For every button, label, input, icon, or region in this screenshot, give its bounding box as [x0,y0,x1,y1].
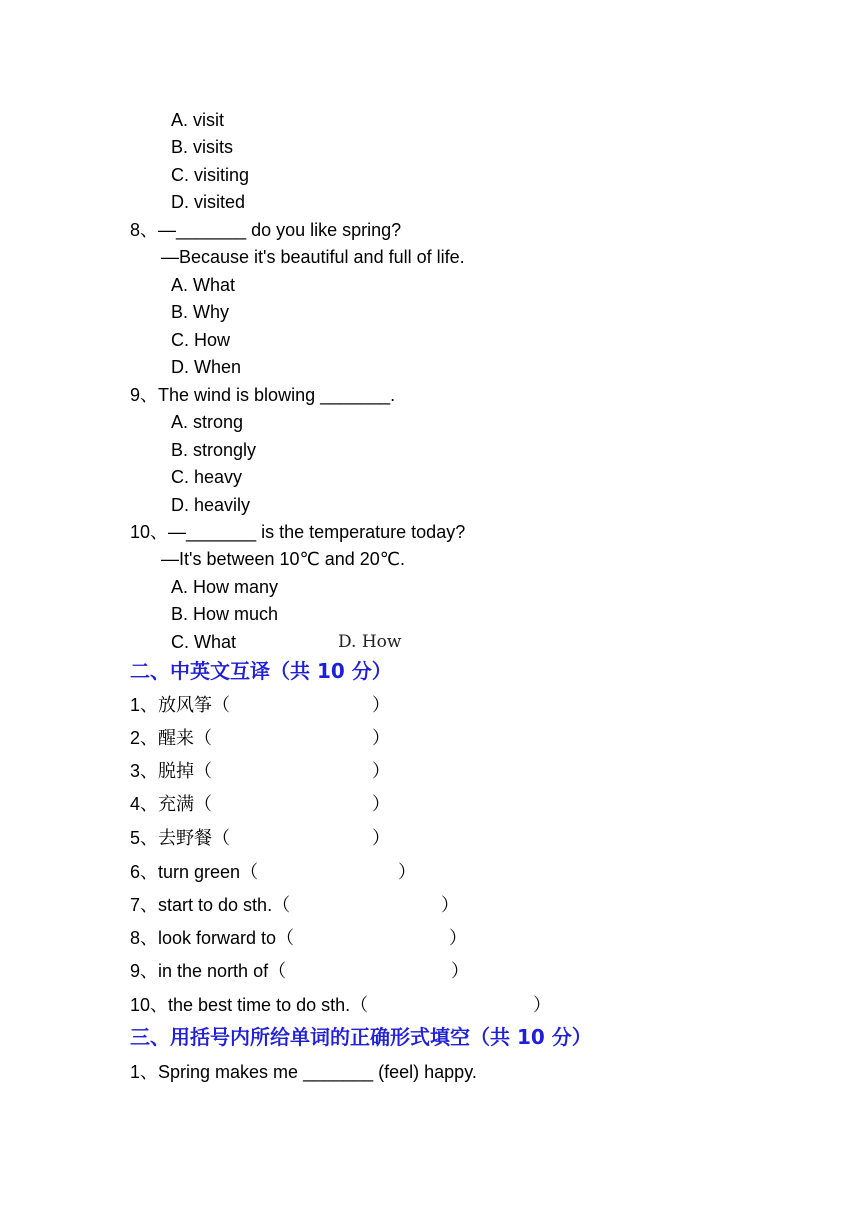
translate-item-1: 1、放风筝（ [130,695,231,715]
q8-reply: —Because it's beautiful and full of life. [161,247,465,267]
q9-option-a: A. strong [171,412,244,432]
translate-item-6: 6、turn green（ [130,862,259,882]
q10-option-a: A. How many [171,577,279,597]
translate-item-7-close: ） [441,895,459,915]
q9-stem: 9、The wind is blowing _______. [130,385,396,405]
translate-item-4: 4、充满（ [130,794,213,814]
q10-option-d: D. How [338,632,402,652]
translate-item-5: 5、去野餐（ [130,828,231,848]
section2-heading: 二、中英文互译（共 10 分） [130,659,392,683]
section3-heading: 三、用括号内所给单词的正确形式填空（共 10 分） [130,1025,592,1049]
q7-option-d: D. visited [171,192,246,212]
q7-option-b: B. visits [171,137,234,157]
translate-item-5-close: ） [372,828,390,848]
translate-item-9-close: ） [451,961,469,981]
q10-option-c: C. What [171,632,237,652]
q8-option-b: B. Why [171,302,230,322]
q9-option-b: B. strongly [171,440,257,460]
q9-option-d: D. heavily [171,495,251,515]
translate-item-2: 2、醒来（ [130,728,213,748]
q10-option-b: B. How much [171,604,279,624]
q10-stem: 10、—_______ is the temperature today? [130,522,466,542]
q7-option-c: C. visiting [171,165,250,185]
q10-reply: —It's between 10℃ and 20℃. [161,549,406,569]
fill-item-1: 1、Spring makes me _______ (feel) happy. [130,1062,477,1082]
q8-option-d: D. When [171,357,242,377]
translate-item-1-close: ） [372,695,390,715]
translate-item-6-close: ） [398,862,416,882]
translate-item-10-close: ） [533,995,551,1015]
q8-stem: 8、—_______ do you like spring? [130,220,402,240]
translate-item-9: 9、in the north of（ [130,961,287,981]
translate-item-8-close: ） [449,928,467,948]
translate-item-3-close: ） [372,761,390,781]
q8-option-a: A. What [171,275,236,295]
translate-item-10: 10、the best time to do sth.（ [130,995,369,1015]
translate-item-7: 7、start to do sth.（ [130,895,291,915]
q9-option-c: C. heavy [171,467,243,487]
translate-item-3: 3、脱掉（ [130,761,213,781]
translate-item-8: 8、look forward to（ [130,928,295,948]
q8-option-c: C. How [171,330,231,350]
translate-item-2-close: ） [372,728,390,748]
q7-option-a: A. visit [171,110,225,130]
translate-item-4-close: ） [372,794,390,814]
